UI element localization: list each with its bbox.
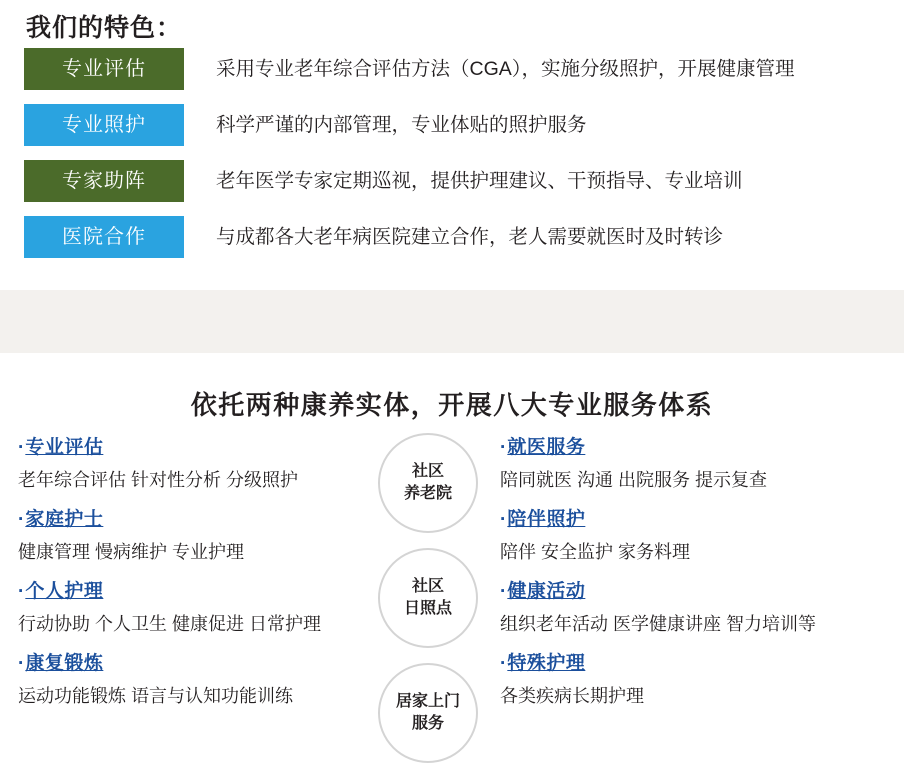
service-heading: 专业评估 [25, 437, 104, 458]
feature-row [24, 216, 884, 258]
bullet-marker: · [18, 437, 25, 458]
service-heading: 健康活动 [507, 581, 586, 602]
feature-tag: 专家助阵 [24, 160, 184, 202]
feature-row [24, 104, 884, 146]
service-item [18, 433, 378, 497]
service-heading: 康复锻炼 [25, 653, 104, 674]
service-description: 组织老年活动 医学健康讲座 智力培训等 [500, 614, 817, 634]
service-heading: 家庭护士 [25, 509, 104, 530]
feature-text: 采用专业老年综合评估方法（CGA），实施分级照护，开展健康管理 [216, 58, 795, 80]
service-description: 行动协助 个人卫生 健康促进 日常护理 [18, 614, 322, 634]
bullet-marker: · [18, 509, 25, 530]
circle-line-2: 服务 [411, 715, 444, 732]
circle-line-2: 养老院 [403, 485, 452, 502]
center-circles [378, 433, 488, 773]
features-title: 我们的特色： [26, 14, 183, 42]
service-heading: 陪伴照护 [507, 509, 586, 530]
circle-line-2: 日照点 [403, 600, 452, 617]
circle-line-1: 社区 [411, 463, 444, 480]
feature-tag: 专业评估 [24, 48, 184, 90]
bullet-marker: · [18, 653, 25, 674]
service-item [500, 577, 860, 641]
service-description: 运动功能锻炼 语言与认知功能训练 [18, 686, 293, 706]
feature-text: 科学严谨的内部管理，专业体贴的照护服务 [216, 114, 587, 136]
service-description: 老年综合评估 针对性分析 分级照护 [18, 470, 299, 490]
features-section [0, 0, 904, 290]
bullet-marker: · [500, 581, 507, 602]
feature-text: 老年医学专家定期巡视，提供护理建议、干预指导、专业培训 [216, 170, 743, 192]
feature-tag: 医院合作 [24, 216, 184, 258]
services-left-column [18, 433, 378, 721]
feature-text: 与成都各大老年病医院建立合作，老人需要就医时及时转诊 [216, 226, 724, 248]
service-item [500, 505, 860, 569]
circle-line-1: 社区 [411, 578, 444, 595]
service-heading: 特殊护理 [507, 653, 586, 674]
service-heading: 就医服务 [507, 437, 586, 458]
service-description: 陪伴 安全监护 家务料理 [500, 542, 691, 562]
bullet-marker: · [500, 653, 507, 674]
bullet-marker: · [500, 509, 507, 530]
service-item [18, 649, 378, 713]
services-section [0, 353, 904, 782]
circle-badge [378, 433, 478, 533]
service-description: 陪同就医 沟通 出院服务 提示复查 [500, 470, 768, 490]
service-heading: 个人护理 [25, 581, 104, 602]
feature-row [24, 48, 884, 90]
circle-badge [378, 548, 478, 648]
service-description: 健康管理 慢病维护 专业护理 [18, 542, 245, 562]
service-item [18, 505, 378, 569]
service-description: 各类疾病长期护理 [500, 686, 644, 706]
feature-row [24, 160, 884, 202]
service-item [18, 577, 378, 641]
circle-badge [378, 663, 478, 763]
bullet-marker: · [18, 581, 25, 602]
section-divider [0, 290, 904, 353]
circle-line-1: 居家上门 [395, 693, 460, 710]
services-right-column [500, 433, 860, 721]
service-item [500, 649, 860, 713]
bullet-marker: · [500, 437, 507, 458]
service-item [500, 433, 860, 497]
services-title: 依托两种康养实体，开展八大专业服务体系 [190, 390, 714, 420]
feature-tag: 专业照护 [24, 104, 184, 146]
